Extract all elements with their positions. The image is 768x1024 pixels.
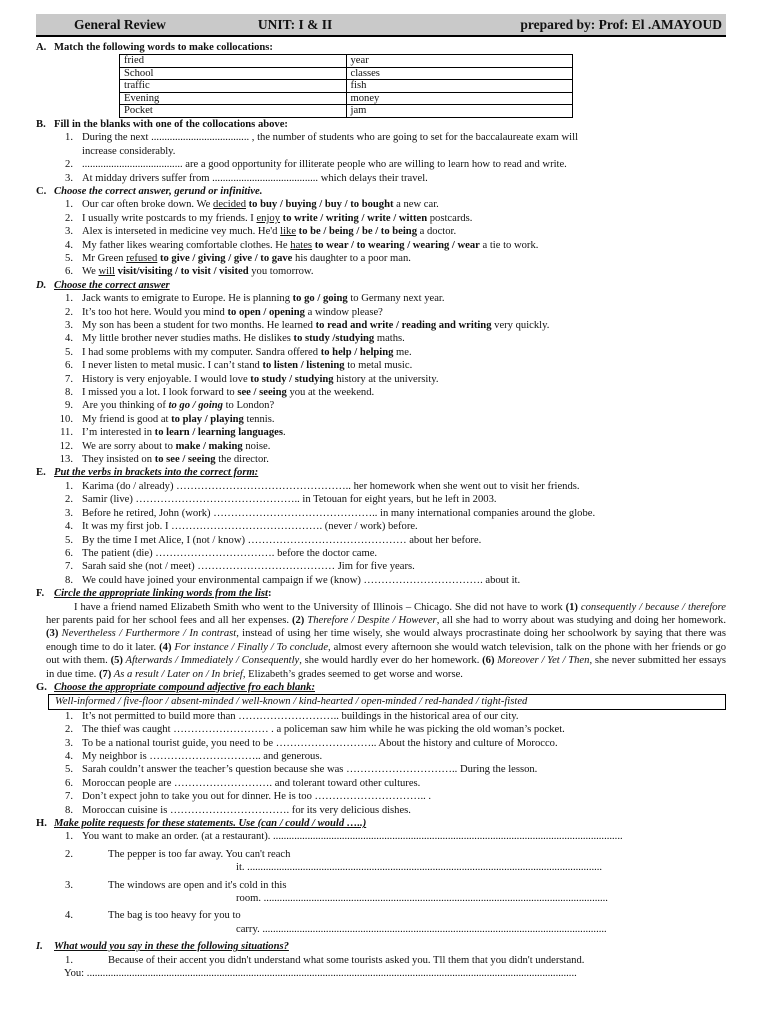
item-number: 10. xyxy=(59,413,73,425)
item-text xyxy=(82,239,726,252)
list-item xyxy=(36,426,726,439)
list-item xyxy=(36,158,726,171)
item-number: 9. xyxy=(65,400,73,412)
table-cell: classes xyxy=(346,67,573,80)
answer-label: You: xyxy=(64,968,85,980)
item-text xyxy=(82,306,726,319)
section-g-list xyxy=(36,710,726,817)
item-number: 4. xyxy=(65,910,73,922)
item-text: You want to make an order. (at a restaurant). .................................................................................................................................... xyxy=(82,831,623,843)
item-text xyxy=(82,225,726,238)
item-text-pre: My son has been a student for two months. He learned xyxy=(82,320,316,331)
item-number: 13. xyxy=(59,454,73,466)
item-options: to learn / learning languages xyxy=(154,427,283,439)
item-text xyxy=(82,399,726,412)
item-text: My neighbor is ………………………….. and generous. xyxy=(82,751,323,762)
list-item xyxy=(36,534,726,547)
item-text: It’s not permitted to build more than ……………………….. buildings in the historical area of our city. xyxy=(82,710,519,722)
table-cell: jam xyxy=(346,105,573,118)
item-number: 4. xyxy=(65,333,73,345)
item-number: 6. xyxy=(65,777,73,789)
table-cell: Pocket xyxy=(120,105,347,118)
paragraph-text: , almost every afternoon she would watch television, talk on the phone with her friends or go out with them. xyxy=(46,641,726,667)
item-text-post: maths. xyxy=(374,333,405,345)
item-text-post: very quickly. xyxy=(491,320,550,331)
item-text-pre: My father likes wearing comfortable clothes. He xyxy=(82,239,291,251)
item-number: 7. xyxy=(65,791,73,803)
linking-options: Afterwards / Immediately / Consequently xyxy=(122,655,300,667)
table-cell: Evening xyxy=(120,92,347,105)
item-number: 1. xyxy=(65,132,73,144)
section-h xyxy=(36,817,726,940)
item-options: to wear / to wearing / wearing / wear xyxy=(312,239,480,251)
section-a xyxy=(36,41,726,118)
item-number: 5. xyxy=(65,534,73,546)
item-text xyxy=(82,212,726,225)
item-options: to play / playing xyxy=(171,413,244,425)
item-number: 8. xyxy=(65,574,73,586)
compound-adjective-box: Well-informed / five-floor / absent-minded / well-known / kind-hearted / open-minded / red-handed / tight-fisted xyxy=(48,694,726,709)
blank-number: (5) xyxy=(110,655,123,667)
item-number: 1. xyxy=(65,954,73,966)
list-item xyxy=(36,373,726,386)
list-item xyxy=(36,547,726,560)
blank-number: (4) xyxy=(159,641,172,653)
section-e-heading: E. Put the verbs in brackets into the correct form: xyxy=(36,467,259,479)
item-number: 6. xyxy=(65,360,73,372)
list-item-continuation: it. ...................................................................................................................................... xyxy=(236,862,603,874)
section-c-heading: C. Choose the correct answer, gerund or infinitive. xyxy=(36,185,263,197)
list-item xyxy=(36,131,726,144)
list-item xyxy=(36,359,726,372)
item-options: to be / being / be / to being xyxy=(296,226,417,238)
item-options: to listen / listening xyxy=(262,360,345,372)
list-item xyxy=(36,198,726,211)
section-b-heading: B. Fill in the blanks with one of the collocations above: xyxy=(36,118,288,130)
item-number: 12. xyxy=(59,440,73,452)
page-header xyxy=(36,14,726,37)
table-cell: School xyxy=(120,67,347,80)
list-item-continuation: room. .................................................................................................................................. xyxy=(236,893,608,905)
item-text-post: me. xyxy=(393,346,412,358)
linking-options: consequently / because / therefore xyxy=(577,601,726,613)
item-text-pre: I usually write postcards to my friends. I xyxy=(82,212,257,224)
item-number: 3. xyxy=(65,172,73,184)
item-text-post: a window please? xyxy=(304,306,383,318)
list-item xyxy=(36,453,726,466)
list-item xyxy=(36,399,726,412)
item-text: The thief was caught ……………………… . a policeman saw him while he was picking the old woman’s pocket. xyxy=(82,724,565,736)
item-text: Don’t expect john to take you out for dinner. He is too ………………………….. . xyxy=(82,791,432,803)
item-options: to see / seeing xyxy=(154,454,216,466)
item-text: At midday drivers suffer from ........................................ which delays their travel. xyxy=(82,172,428,184)
list-item xyxy=(36,560,726,573)
item-text-pre: History is very enjoyable. I would love xyxy=(82,373,251,385)
item-verb: decided xyxy=(213,199,246,211)
list-item xyxy=(36,386,726,399)
item-text-pre: I’m interested in xyxy=(82,427,155,439)
list-item xyxy=(36,909,726,922)
section-h-heading: H. Make polite requests for these statements. Use (can / could / would …..) xyxy=(36,818,367,830)
item-options: to open / opening xyxy=(227,306,305,318)
list-item xyxy=(36,830,726,843)
item-text xyxy=(82,265,726,278)
item-text: ...................................... are a good opportunity for illiterate people who are willing to learn how to read and write. xyxy=(82,159,567,171)
item-text: By the time I met Alice, I (not / know) ……………………………………… about her before. xyxy=(82,534,482,546)
list-item xyxy=(36,574,726,587)
worksheet-page xyxy=(36,14,726,981)
item-number: 6. xyxy=(65,266,73,278)
list-item xyxy=(36,777,726,790)
item-text-post: . xyxy=(282,427,286,439)
paragraph-text: , instead of using her time wisely, she would always procrastinate doing her schoolwork by saying that there was enough time to do it later. xyxy=(46,628,726,653)
list-item xyxy=(36,480,726,493)
item-number: 1. xyxy=(65,831,73,843)
header-unit: UNIT: I & II xyxy=(257,16,333,32)
item-text xyxy=(82,346,726,359)
section-c xyxy=(36,185,726,279)
item-options: to study / studying xyxy=(250,373,334,385)
item-text-post: to London? xyxy=(222,400,275,412)
item-text-post: to metal music. xyxy=(344,360,413,372)
paragraph-text: , she would hardly ever do her homework. xyxy=(299,655,483,667)
item-verb: will xyxy=(98,266,115,278)
item-number: 7. xyxy=(65,561,73,573)
list-item xyxy=(36,172,726,185)
list-item xyxy=(36,225,726,238)
item-text-post: the director. xyxy=(215,454,269,466)
list-item xyxy=(36,790,726,803)
item-text-post: a new car. xyxy=(393,199,439,211)
table-row xyxy=(120,92,573,105)
item-text-pre: Are you thinking of xyxy=(82,400,169,412)
item-options: to give / giving / give / to gave xyxy=(157,252,293,264)
header-title: General Review xyxy=(74,16,166,32)
item-text-post: noise. xyxy=(242,440,271,452)
item-text: Samir (live) ……………………………………….. in Tetouan for eight years, but he left in 2003. xyxy=(82,494,497,506)
list-item xyxy=(36,737,726,750)
item-text-post: history at the university. xyxy=(333,373,439,385)
item-text-pre: I had some problems with my computer. Sandra offered xyxy=(82,346,321,358)
linking-options: Moreover / Yet / Then xyxy=(494,655,590,667)
item-text xyxy=(82,413,726,426)
item-text-post: his daughter to a poor man. xyxy=(292,252,411,264)
collocation-table xyxy=(119,54,573,118)
item-number: 4. xyxy=(65,521,73,533)
item-text xyxy=(82,359,726,372)
list-item xyxy=(36,723,726,736)
list-item-continuation: carry. .................................................................................................................................. xyxy=(236,923,607,935)
item-number: 4. xyxy=(65,751,73,762)
section-e-list xyxy=(36,480,726,587)
section-f-heading: F. Circle the appropriate linking words from the list: xyxy=(36,588,272,600)
list-item xyxy=(36,306,726,319)
item-text xyxy=(82,332,726,345)
list-item xyxy=(36,346,726,359)
item-text: We could have joined your environmental campaign if we (know) ……………………………. about it. xyxy=(82,574,521,586)
section-i-list xyxy=(36,954,726,981)
item-verb: enjoy xyxy=(256,212,281,224)
linking-options: As a result / Later on / In brief xyxy=(111,668,243,680)
blank-number: (2) xyxy=(291,614,305,626)
item-number: 2. xyxy=(65,724,73,736)
item-options: to help / helping xyxy=(320,346,394,358)
item-text: Moroccan cuisine is ……………………………. for its very delicious dishes. xyxy=(82,804,411,816)
item-options: to go / going xyxy=(292,293,348,305)
paragraph-text: , all she had to worry about was studying and doing her homework. xyxy=(436,614,726,626)
item-number: 7. xyxy=(65,373,73,385)
table-row xyxy=(120,80,573,93)
item-text: Moroccan people are ………………………. and tolerant toward other cultures. xyxy=(82,777,421,789)
paragraph-text: , she never submitted her essays in due time. xyxy=(46,655,727,680)
linking-words-paragraph xyxy=(36,601,726,681)
section-b xyxy=(36,118,726,185)
item-number: 5. xyxy=(65,252,73,264)
item-number: 3. xyxy=(65,737,73,749)
item-number: 2. xyxy=(65,159,73,171)
item-text-pre: We xyxy=(82,266,99,278)
item-number: 3. xyxy=(65,879,73,891)
table-cell: money xyxy=(346,92,573,105)
blank-number: (1) xyxy=(565,601,578,613)
section-b-list xyxy=(36,131,726,185)
section-d xyxy=(36,279,726,467)
list-item xyxy=(36,750,726,763)
item-text-pre: Our car often broke down. We xyxy=(82,199,214,211)
item-text: The bag is too heavy for you to xyxy=(108,910,241,922)
table-cell: fish xyxy=(346,80,573,93)
blank-number: (6) xyxy=(482,655,495,667)
item-number: 8. xyxy=(65,387,73,399)
item-text xyxy=(82,386,726,399)
list-item xyxy=(36,804,726,817)
section-g xyxy=(36,681,726,817)
list-item xyxy=(36,292,726,305)
item-options: to write / writing / write / witten xyxy=(280,212,428,224)
section-d-heading: D. Choose the correct answer xyxy=(36,279,170,291)
item-number: 3. xyxy=(65,320,73,331)
linking-options: Therefore / Despite / However xyxy=(304,614,437,626)
table-cell: traffic xyxy=(120,80,347,93)
table-cell: year xyxy=(346,55,573,68)
item-number: 2. xyxy=(65,848,73,860)
section-i xyxy=(36,940,726,980)
item-text-pre: My little brother never studies maths. He dislikes xyxy=(82,333,294,345)
item-text xyxy=(82,426,726,439)
item-verb: refused xyxy=(126,252,158,264)
item-text: The pepper is too far away. You can't reach xyxy=(108,848,291,860)
linking-options: For instance / Finally / To conclude xyxy=(171,641,329,653)
item-text-pre: Jack wants to emigrate to Europe. He is planning xyxy=(82,293,293,305)
section-e xyxy=(36,466,726,587)
list-item xyxy=(36,507,726,520)
table-row xyxy=(120,105,573,118)
item-number: 5. xyxy=(65,346,73,358)
item-text-post: you at the weekend. xyxy=(286,387,375,399)
item-number: 6. xyxy=(65,547,73,559)
list-item xyxy=(36,954,726,967)
answer-dots: ......................................................................................................................................................................................... xyxy=(84,968,577,980)
item-number: 11. xyxy=(60,427,73,439)
item-text-pre: I never listen to metal music. I can’t stand xyxy=(82,360,263,372)
item-text-pre: I missed you a lot. I look forward to xyxy=(82,387,238,399)
item-text-post: a doctor. xyxy=(417,226,457,238)
section-c-list xyxy=(36,198,726,278)
item-text-pre: We are sorry about to xyxy=(82,440,176,452)
paragraph-text: her parents paid for her school fees and all her expenses. xyxy=(46,614,292,626)
item-verb: hates xyxy=(290,239,313,251)
item-text: Because of their accent you didn't understand what some tourists asked you. Tll them that you didn't understand. xyxy=(108,954,585,966)
list-item xyxy=(36,848,726,861)
linking-options: Nevertheless / Furthermore / In contrast xyxy=(58,628,237,640)
table-cell: fried xyxy=(120,55,347,68)
blank-number: (3) xyxy=(46,628,59,640)
item-number: 1. xyxy=(65,710,73,722)
item-verb: like xyxy=(280,226,297,238)
item-number: 2. xyxy=(65,494,73,506)
answer-line xyxy=(36,967,726,980)
item-number: 3. xyxy=(65,507,73,519)
item-text: During the next ..................................... , the number of students who are going to set for the baccalaureate exam will xyxy=(82,132,579,144)
item-options: to go / going xyxy=(168,400,223,412)
item-text: The windows are open and it's cold in this xyxy=(108,879,287,891)
list-item-continuation: increase considerably. xyxy=(82,145,176,157)
item-text-pre: Mr Green xyxy=(82,252,127,264)
item-text-pre: They insisted on xyxy=(82,454,155,466)
item-number: 1. xyxy=(65,480,73,492)
item-text xyxy=(82,319,726,332)
item-options: see / seeing xyxy=(237,387,287,399)
list-item xyxy=(36,212,726,225)
list-item xyxy=(36,879,726,892)
item-text xyxy=(82,453,726,466)
list-item xyxy=(36,319,726,332)
list-item xyxy=(36,763,726,776)
section-g-heading: G. Choose the appropriate compound adjective fro each blank: xyxy=(36,681,316,693)
item-number: 1. xyxy=(65,293,73,305)
item-text xyxy=(82,440,726,453)
item-text: Sarah said she (not / meet) ………………………………… Jim for five years. xyxy=(82,561,415,573)
item-text: Sarah couldn’t answer the teacher’s question because she was ………………………….. During the lesson. xyxy=(82,764,538,776)
list-item xyxy=(36,710,726,723)
item-text xyxy=(82,373,726,386)
list-item xyxy=(36,413,726,426)
list-item xyxy=(36,252,726,265)
table-row xyxy=(120,67,573,80)
item-options: visit/visiting / to visit / visited xyxy=(115,266,249,278)
item-text xyxy=(82,292,726,305)
section-a-heading: A. Match the following words to make collocations: xyxy=(36,42,273,53)
list-item xyxy=(36,440,726,453)
item-options: make / making xyxy=(175,440,243,452)
section-i-heading: I. What would you say in these the following situations? xyxy=(36,941,289,953)
item-number: 2. xyxy=(65,212,73,224)
blank-number: (7) xyxy=(98,668,112,680)
header-author: prepared by: Prof: El .AMAYOUD xyxy=(520,16,722,32)
item-options: to read and write / reading and writing xyxy=(315,320,492,331)
paragraph-text: I have a friend named Elizabeth Smith who went to the University of Illinois – Chicago. She did not have to work xyxy=(74,601,566,613)
item-number: 1. xyxy=(65,199,73,211)
section-h-list xyxy=(36,830,726,940)
item-number: 8. xyxy=(65,804,73,816)
item-text-post: postcards. xyxy=(427,212,473,224)
item-number: 5. xyxy=(65,764,73,776)
list-item xyxy=(36,332,726,345)
item-number: 3. xyxy=(65,226,73,238)
item-text-post: you tomorrow. xyxy=(248,266,314,278)
paragraph-text: , Elizabeth’s grades seemed to get worse and worse. xyxy=(242,668,463,680)
item-text-pre: It’s too hot here. Would you mind xyxy=(82,306,228,318)
list-item xyxy=(36,265,726,278)
item-text-pre: Alex is interseted in medicine vey much. He'd xyxy=(82,226,281,238)
item-text: The patient (die) ……………………………. before the doctor came. xyxy=(82,547,378,559)
item-text-post: a tie to work. xyxy=(479,239,539,251)
item-text xyxy=(82,198,726,211)
item-text: Before he retired, John (work) ……………………………………….. in many international companies around the globe. xyxy=(82,507,596,519)
list-item xyxy=(36,239,726,252)
list-item xyxy=(36,520,726,533)
item-number: 4. xyxy=(65,239,73,251)
item-options: to study /studying xyxy=(293,333,375,345)
list-item xyxy=(36,493,726,506)
section-f xyxy=(36,587,726,681)
item-text: It was my first job. I ……………………………………. (never / work) before. xyxy=(82,521,418,533)
item-text-pre: My friend is good at xyxy=(82,413,172,425)
item-text: To be a national tourist guide, you need to be ……………………….. About the history and culture of Morocco. xyxy=(82,737,558,749)
item-text-post: tennis. xyxy=(243,413,275,425)
item-text: Karima (do / already) ………………………………………….. her homework when she went out to visit her friends. xyxy=(82,480,580,492)
item-number: 2. xyxy=(65,306,73,318)
table-row xyxy=(120,55,573,68)
item-options: to buy / buying / buy / to bought xyxy=(246,199,394,211)
item-text xyxy=(82,252,726,265)
section-d-list xyxy=(36,292,726,466)
item-text-post: to Germany next year. xyxy=(347,293,445,305)
